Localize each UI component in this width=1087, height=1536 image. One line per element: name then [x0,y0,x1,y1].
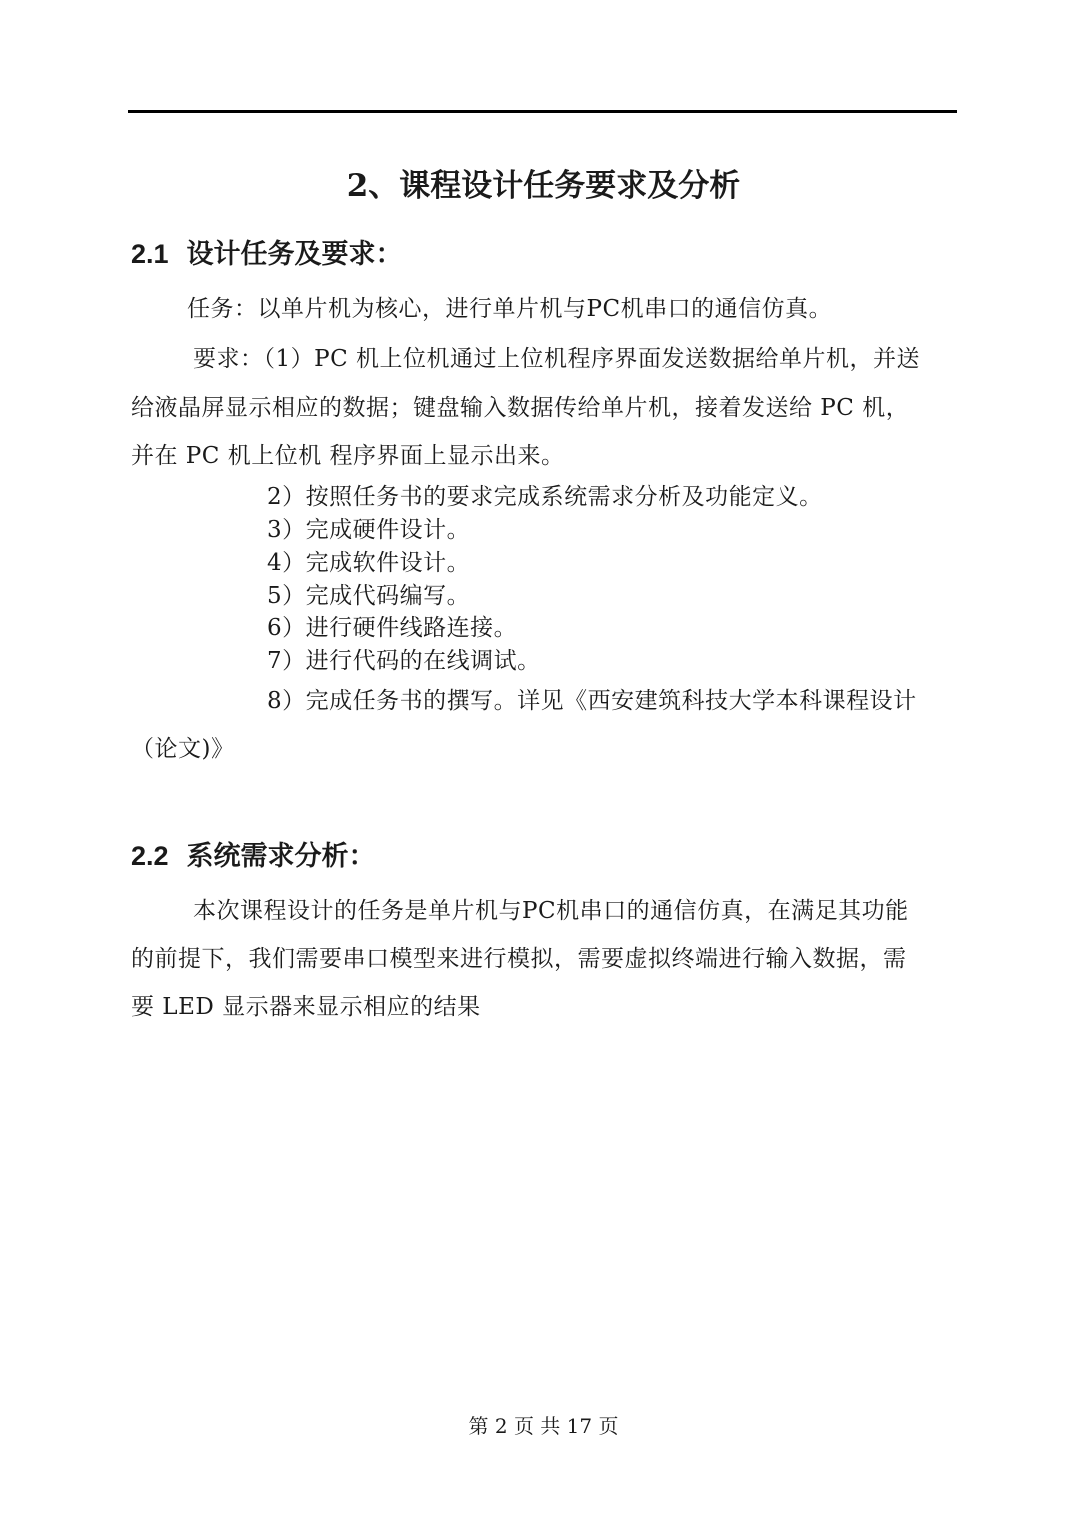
section-number: 2.1 [131,239,169,269]
list-item-8: 8）完成任务书的撰写。详见《西安建筑科技大学本科课程设计 [267,688,917,714]
section-heading-2-1 [131,232,403,271]
analysis-line-1: 本次课程设计的任务是单片机与PC机串口的通信仿真，在满足其功能 [193,898,909,924]
requirement-line-2: 给液晶屏显示相应的数据；键盘输入数据传给单片机，接着发送给 PC 机， [131,395,910,421]
section-heading-2-2 [131,834,376,873]
task-paragraph: 任务：以单片机为核心，进行单片机与PC机串口的通信仿真。 [187,296,833,322]
list-item-3: 3）完成硬件设计。 [267,517,471,543]
list-item-6: 6）进行硬件线路连接。 [267,615,518,641]
section-title: 设计任务及要求： [186,239,403,270]
page-footer: 第 2 页 共 17 页 [468,1414,619,1438]
requirement-line-1: 要求：（1）PC 机上位机通过上位机程序界面发送数据给单片机，并送 [193,346,921,372]
chapter-title: 2、课程设计任务要求及分析 [346,168,741,204]
section-title: 系统需求分析： [186,841,376,872]
list-item-4: 4）完成软件设计。 [267,550,471,576]
requirement-line-3: 并在 PC 机上位机 程序界面上显示出来。 [131,443,565,469]
list-item-2: 2）按照任务书的要求完成系统需求分析及功能定义。 [267,484,823,510]
analysis-line-2: 的前提下，我们需要串口模型来进行模拟，需要虚拟终端进行输入数据，需 [131,946,907,972]
list-item-5: 5）完成代码编写。 [267,583,471,609]
list-item-7: 7）进行代码的在线调试。 [267,648,541,674]
header-rule [128,110,957,113]
analysis-line-3: 要 LED 显示器来显示相应的结果 [131,994,481,1020]
list-item-8-continued: （论文)》 [131,736,235,762]
section-number: 2.2 [131,841,169,871]
